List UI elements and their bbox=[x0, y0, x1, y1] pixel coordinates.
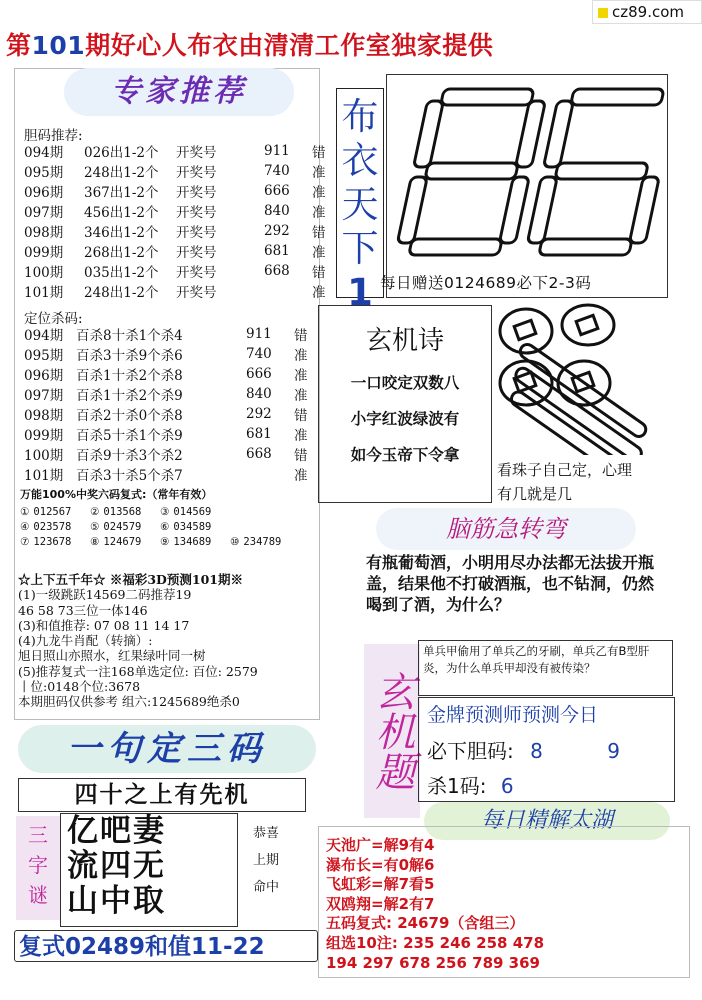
table-cell: 错 bbox=[312, 225, 326, 241]
dan-label: 胆码推荐: bbox=[24, 128, 83, 144]
forty-line: 四十之上有先机 bbox=[18, 778, 306, 812]
table-cell: 666 bbox=[246, 366, 272, 382]
forecast-line: 丨位:0148个位:3678 bbox=[18, 679, 141, 695]
table-row bbox=[24, 324, 324, 344]
kill-table bbox=[24, 324, 324, 484]
table-cell: 开奖号 bbox=[176, 225, 217, 241]
forecast-line: 46 58 73三位一体146 bbox=[18, 602, 148, 618]
table-row bbox=[24, 424, 324, 444]
expert-header: 专家推荐 bbox=[64, 68, 294, 116]
table-cell: 开奖号 bbox=[176, 205, 217, 221]
table-cell: 开奖号 bbox=[176, 165, 217, 181]
table-cell: 百杀2十杀0个杀8 bbox=[76, 408, 183, 424]
table-cell: 097期 bbox=[24, 388, 64, 404]
gold-dan-line: 必下胆码: 8 9 bbox=[427, 739, 620, 763]
table-cell: 准 bbox=[312, 245, 326, 261]
seg bbox=[441, 89, 534, 105]
table-cell: 错 bbox=[312, 145, 326, 161]
table-cell: 098期 bbox=[24, 225, 64, 241]
poem-line: 一口咬定双数八 bbox=[350, 374, 460, 392]
forecast-line: (1)一级跳跃14569二码推荐19 bbox=[18, 587, 192, 603]
table-cell: 准 bbox=[312, 205, 326, 221]
table-cell: 百杀1十杀2个杀9 bbox=[76, 388, 183, 404]
taihu-header: 每日精解太湖 bbox=[424, 802, 670, 840]
wanneng-title: 万能100%中奖六码复式:（常年有效） bbox=[20, 488, 213, 501]
table-cell: 100期 bbox=[24, 448, 64, 464]
table-cell: 错 bbox=[294, 448, 308, 464]
table-row bbox=[24, 364, 324, 384]
riddle-chars-box bbox=[60, 813, 238, 927]
table-cell: 开奖号 bbox=[176, 185, 217, 201]
big-digits-box bbox=[386, 74, 668, 298]
xuanji-riddle: 单兵甲偷用了单兵乙的牙刷，单兵乙有B型肝炎，为什么单兵甲却没有被传染？ bbox=[418, 640, 673, 696]
brain-teaser-header: 脑筋急转弯 bbox=[376, 508, 636, 550]
wanneng-item: ⑧ 124679 bbox=[90, 536, 142, 548]
table-cell: 840 bbox=[246, 386, 272, 402]
table-cell: 248出1-2个 bbox=[84, 165, 159, 181]
table-cell: 668 bbox=[264, 263, 290, 279]
fushi-line: 复式02489和值11-22 bbox=[14, 930, 318, 962]
table-cell: 840 bbox=[264, 203, 290, 219]
poem-box bbox=[318, 305, 492, 503]
table-cell: 开奖号 bbox=[176, 285, 217, 301]
table-cell: 099期 bbox=[24, 428, 64, 444]
riddle-line: 流四无 bbox=[67, 848, 166, 884]
coins-art bbox=[490, 303, 662, 455]
table-cell: 911 bbox=[264, 143, 290, 159]
page-title: 第101期好心人布衣由清清工作室独家提供 bbox=[6, 31, 494, 60]
table-cell: 292 bbox=[264, 223, 290, 239]
red-forecast-list bbox=[326, 836, 686, 973]
grid-filler bbox=[230, 521, 310, 533]
table-cell: 681 bbox=[264, 243, 290, 259]
table-cell: 准 bbox=[294, 468, 308, 484]
three-char-riddle-label: 三 字 谜 bbox=[16, 816, 60, 920]
table-cell: 268出1-2个 bbox=[84, 245, 159, 261]
table-cell: 准 bbox=[312, 185, 326, 201]
wanneng-item: ② 013568 bbox=[90, 506, 142, 518]
table-cell: 百杀3十杀5个杀7 bbox=[76, 468, 183, 484]
table-row bbox=[24, 464, 324, 484]
table-row bbox=[24, 241, 342, 261]
red-line: 双鸥翔=解2有7 bbox=[326, 894, 435, 913]
table-row bbox=[24, 444, 324, 464]
xuanji-title: 玄机题 bbox=[364, 644, 420, 818]
wanneng-item: ⑨ 134689 bbox=[160, 536, 212, 548]
red-line: 飞虹彩=解7看5 bbox=[326, 875, 435, 894]
big-digits-art bbox=[387, 75, 667, 271]
table-cell: 准 bbox=[294, 368, 308, 384]
forecast-line: (4)九龙牛肖配（转摘）: bbox=[18, 633, 153, 649]
table-cell: 097期 bbox=[24, 205, 64, 221]
table-cell bbox=[246, 464, 294, 484]
table-cell: 101期 bbox=[24, 468, 64, 484]
congrats-note: 恭喜 上期 命中 bbox=[252, 826, 279, 895]
riddle-line: 山中取 bbox=[67, 883, 166, 919]
table-cell: 095期 bbox=[24, 348, 64, 364]
table-cell: 错 bbox=[294, 328, 308, 344]
table-cell: 456出1-2个 bbox=[84, 205, 159, 221]
wanneng-item: ⑩ 234789 bbox=[230, 536, 282, 548]
coin-note: 看珠子自己定，心理 有几就是几 bbox=[497, 461, 633, 503]
red-line: 瀑布长=有0解6 bbox=[326, 855, 435, 874]
brain-teaser-text: 有瓶葡萄酒，小明用尽办法都无法拔开瓶盖，结果他不打破酒瓶，也不钻洞，仍然喝到了酒，为什么？ bbox=[366, 553, 655, 614]
table-cell: 101期 bbox=[24, 285, 64, 301]
coin-icon bbox=[500, 309, 552, 353]
table-row bbox=[24, 161, 342, 181]
one-sentence-header: 一句定三码 bbox=[18, 725, 316, 773]
table-cell: 096期 bbox=[24, 368, 64, 384]
coin-icon bbox=[562, 305, 614, 345]
kill-label: 定位杀码: bbox=[24, 311, 83, 327]
table-cell: 026出1-2个 bbox=[84, 145, 159, 161]
table-row bbox=[24, 181, 342, 201]
forecast-line: 本期胆码仅供参考 组六:1245689绝杀0 bbox=[18, 694, 240, 710]
buyi-vertical-box: 布 衣 天 下 1 bbox=[336, 88, 384, 298]
table-cell: 248出1-2个 bbox=[84, 285, 159, 301]
forecast-lines bbox=[18, 572, 348, 710]
table-row bbox=[24, 201, 342, 221]
square-logo-icon bbox=[598, 8, 608, 18]
wanneng-item: ④ 023578 bbox=[20, 521, 72, 533]
daily-gift: 每日赠送0124689必下2-3码 bbox=[380, 274, 592, 292]
table-cell: 开奖号 bbox=[176, 245, 217, 261]
table-cell: 666 bbox=[264, 183, 290, 199]
table-cell: 367出1-2个 bbox=[84, 185, 159, 201]
table-cell: 准 bbox=[294, 428, 308, 444]
table-cell: 098期 bbox=[24, 408, 64, 424]
table-cell: 准 bbox=[312, 285, 326, 301]
wanneng-grid bbox=[20, 506, 340, 548]
gold-forecast-box bbox=[418, 697, 675, 802]
table-cell: 035出1-2个 bbox=[84, 265, 159, 281]
dan-table bbox=[24, 141, 342, 301]
wanneng-item: ⑤ 024579 bbox=[90, 521, 142, 533]
table-cell: 百杀5十杀1个杀9 bbox=[76, 428, 183, 444]
table-cell: 准 bbox=[294, 388, 308, 404]
table-cell: 开奖号 bbox=[176, 145, 217, 161]
table-row bbox=[24, 261, 342, 281]
table-cell: 346出1-2个 bbox=[84, 225, 159, 241]
table-row bbox=[24, 281, 342, 301]
red-line: 组选10注: 235 246 258 478 bbox=[326, 933, 545, 952]
forecast-line: (3)和值推荐: 07 08 11 14 17 bbox=[18, 617, 190, 633]
table-row bbox=[24, 221, 342, 241]
table-cell: 740 bbox=[264, 163, 290, 179]
table-row bbox=[24, 384, 324, 404]
table-cell: 错 bbox=[312, 265, 326, 281]
wanneng-item: ⑦ 123678 bbox=[20, 536, 72, 548]
red-line: 五码复式: 24679（含组三） bbox=[326, 914, 525, 933]
table-cell: 百杀8十杀1个杀4 bbox=[76, 328, 183, 344]
forecast-line: ☆上下五千年☆ ※福彩3D预测101期※ bbox=[18, 572, 243, 587]
riddle-line: 亿吧妻 bbox=[67, 813, 166, 849]
table-cell: 292 bbox=[246, 406, 272, 422]
red-line: 天池广=解9有4 bbox=[326, 836, 435, 854]
table-cell: 百杀9十杀3个杀2 bbox=[76, 448, 183, 464]
wanneng-block bbox=[20, 486, 340, 548]
table-cell: 094期 bbox=[24, 328, 64, 344]
table-cell: 准 bbox=[294, 348, 308, 364]
table-cell: 668 bbox=[246, 446, 272, 462]
table-cell: 094期 bbox=[24, 145, 64, 161]
table-cell: 开奖号 bbox=[176, 265, 217, 281]
table-cell: 096期 bbox=[24, 185, 64, 201]
poem-title: 玄机诗 bbox=[365, 326, 444, 356]
forecast-line: (5)推荐复式一注168单选定位: 百位: 2579 bbox=[18, 663, 258, 679]
table-cell: 911 bbox=[246, 326, 272, 342]
gold-kill-line: 杀1码: 6 bbox=[427, 774, 514, 798]
table-cell: 095期 bbox=[24, 165, 64, 181]
grid-filler bbox=[230, 506, 310, 518]
table-cell: 错 bbox=[294, 408, 308, 424]
table-cell: 681 bbox=[246, 426, 272, 442]
wanneng-item: ① 012567 bbox=[20, 506, 72, 518]
poem-line: 小字红波绿波有 bbox=[350, 410, 460, 428]
table-cell: 百杀3十杀9个杀6 bbox=[76, 348, 183, 364]
wanneng-item: ③ 014569 bbox=[160, 506, 212, 518]
table-cell bbox=[264, 281, 312, 301]
table-cell: 740 bbox=[246, 346, 272, 362]
table-cell: 100期 bbox=[24, 265, 64, 281]
table-row bbox=[24, 404, 324, 424]
table-cell: 099期 bbox=[24, 245, 64, 261]
red-line: 194 297 678 256 789 369 bbox=[326, 953, 540, 972]
table-row bbox=[24, 141, 342, 161]
wanneng-item: ⑥ 034589 bbox=[160, 521, 212, 533]
table-row bbox=[24, 344, 324, 364]
forecast-line: 旭日照山亦照水，红果绿叶同一树 bbox=[18, 648, 206, 664]
gold-title: 金牌预测师预测今日 bbox=[427, 704, 599, 726]
poem-line: 如今玉帝下令拿 bbox=[350, 446, 460, 464]
table-cell: 准 bbox=[312, 165, 326, 181]
watermark: cz89.com bbox=[592, 0, 702, 24]
table-cell: 百杀1十杀2个杀8 bbox=[76, 368, 183, 384]
